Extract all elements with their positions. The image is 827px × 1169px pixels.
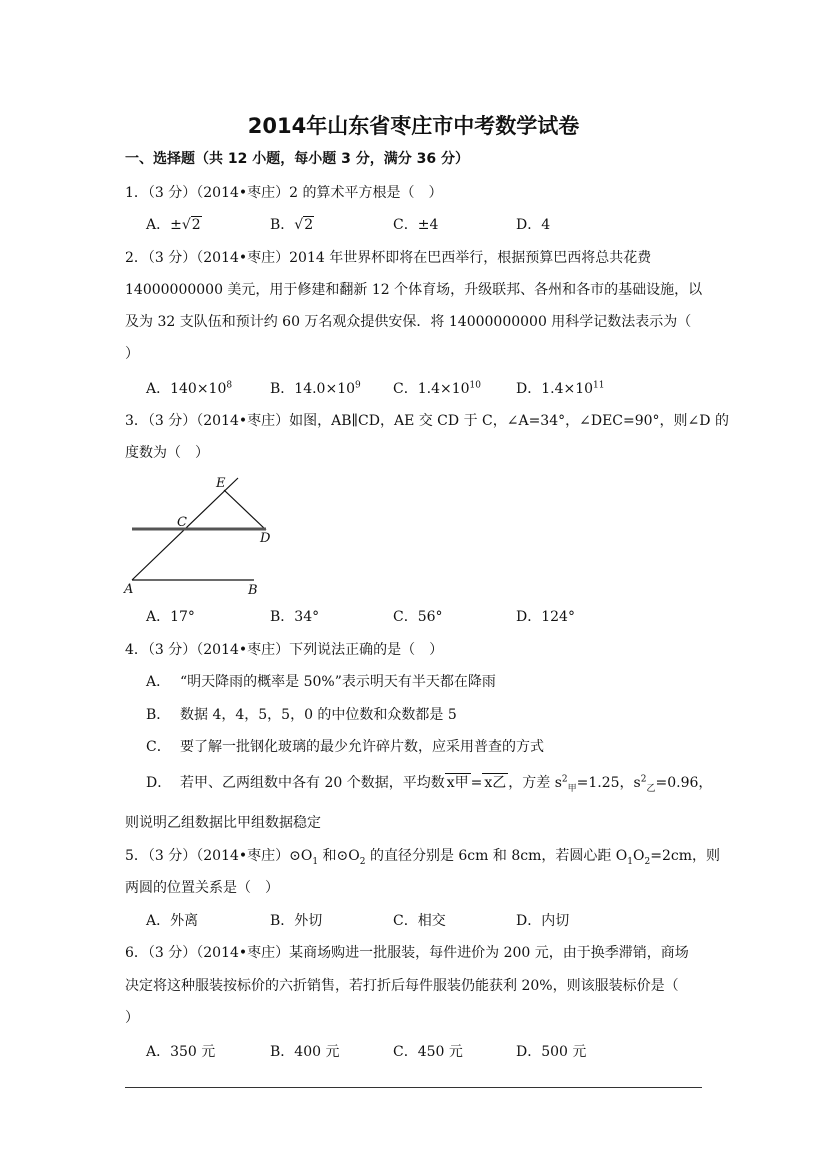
q3-option-b: B．34° [270,609,320,625]
q1-option-d: D．4 [516,217,551,233]
sqrt-symbol: √2 [181,217,201,233]
q1-option-a: A．±√2 [146,217,201,233]
q3-option-d: D．124° [516,609,575,625]
q4-stem: 4．（3 分）（2014•枣庄）下列说法正确的是（ ） [125,642,444,658]
q6-option-b: B．400 元 [270,1044,340,1060]
q5-option-a: A．外离 [146,913,199,929]
q4-option-b: B． 数据 4，4，5，5，0 的中位数和众数都是 5 [146,707,457,723]
label-e: E [216,476,226,491]
section-heading: 一、选择题（共 12 小题，每小题 3 分，满分 36 分） [125,151,469,167]
label-a: A [124,582,134,597]
q5-option-c: C．相交 [393,913,446,929]
q2-option-d: D．$1.4\times 10^{11}$ [516,380,605,397]
mean-x-jia: x甲 [446,775,469,791]
q3-line-1: 3．（3 分）（2014•枣庄）如图，AB∥CD，AE 交 CD 于 C，∠A=34°，∠DEC=90°，则∠D 的 [125,413,729,429]
q5-option-b: B．外切 [270,913,323,929]
q3-line-2: 度数为（ ） [125,445,209,461]
page-title: 2014年山东省枣庄市中考数学试卷 [247,114,580,138]
q5-line-2: 两圆的位置关系是（ ） [125,880,279,896]
q3-option-a: A．17° [146,609,195,625]
q6-option-c: C．450 元 [393,1044,463,1060]
q5-option-d: D．内切 [516,913,570,929]
q2-option-a: A．$140\times 10^8$ [146,380,233,397]
label-d: D [260,531,271,546]
q6-line-3: ） [125,1010,139,1026]
q2-line-1: 2．（3 分）（2014•枣庄）2014 年世界杯即将在巴西举行，根据预算巴西将总共花费 [125,250,652,266]
mean-x-yi: x乙 [484,775,507,791]
geometry-figure [120,470,290,600]
q4-option-c: C． 要了解一批钢化玻璃的最少允许碎片数，应采用普查的方式 [146,739,544,755]
q2-option-b: B．$14.0\times 10^9$ [270,380,361,397]
q2-line-2: 14000000000 美元，用于修建和翻新 12 个体育场，升级联邦、各州和各市的基础设施，以 [125,282,703,298]
label-c: C [177,515,187,530]
q6-option-d: D．500 元 [516,1044,587,1060]
q2-line-4: ） [125,346,139,362]
line-ed [224,490,266,530]
footer-divider [125,1087,702,1088]
q6-option-a: A．350 元 [146,1044,216,1060]
q1-option-b: B．√2 [270,217,314,233]
q2-option-c: C．$1.4\times 10^{10}$ [393,380,481,397]
q6-line-2: 决定将这种服装按标价的六折销售，若打折后每件服装仍能获利 20%，则该服装标价是（ [125,978,679,994]
q5-line-1: 5．（3 分）（2014•枣庄）$⊙O_1$ 和$⊙O_2$ 的直径分别是 6cm 和 8cm，若圆心距 $O_1O_2=2cm$，则 [125,848,720,867]
q3-option-c: C．56° [393,609,443,625]
q4-option-a: A． “明天降雨的概率是 50%”表示明天有半天都在降雨 [146,674,496,690]
q1-stem: 1．（3 分）（2014•枣庄）2 的算术平方根是（ ） [125,185,443,201]
q1-option-c: C．±4 [393,217,439,233]
label-b: B [248,583,258,598]
q4-option-d-line-2: 则说明乙组数据比甲组数据稳定 [125,815,321,831]
q4-option-d: D． 若甲、乙两组数中各有 20 个数据，平均数 x甲 = x乙 ，方差 $s^2_甲=1.25$，$s^2_乙=0.96$， [146,774,713,794]
q2-line-3: 及为 32 支队伍和预计约 60 万名观众提供安保．将 14000000000 用科学记数法表示为（ [125,314,692,330]
q6-line-1: 6．（3 分）（2014•枣庄）某商场购进一批服装，每件进价为 200 元，由于换季滞销，商场 [125,945,689,961]
sqrt-symbol: √2 [294,217,314,233]
